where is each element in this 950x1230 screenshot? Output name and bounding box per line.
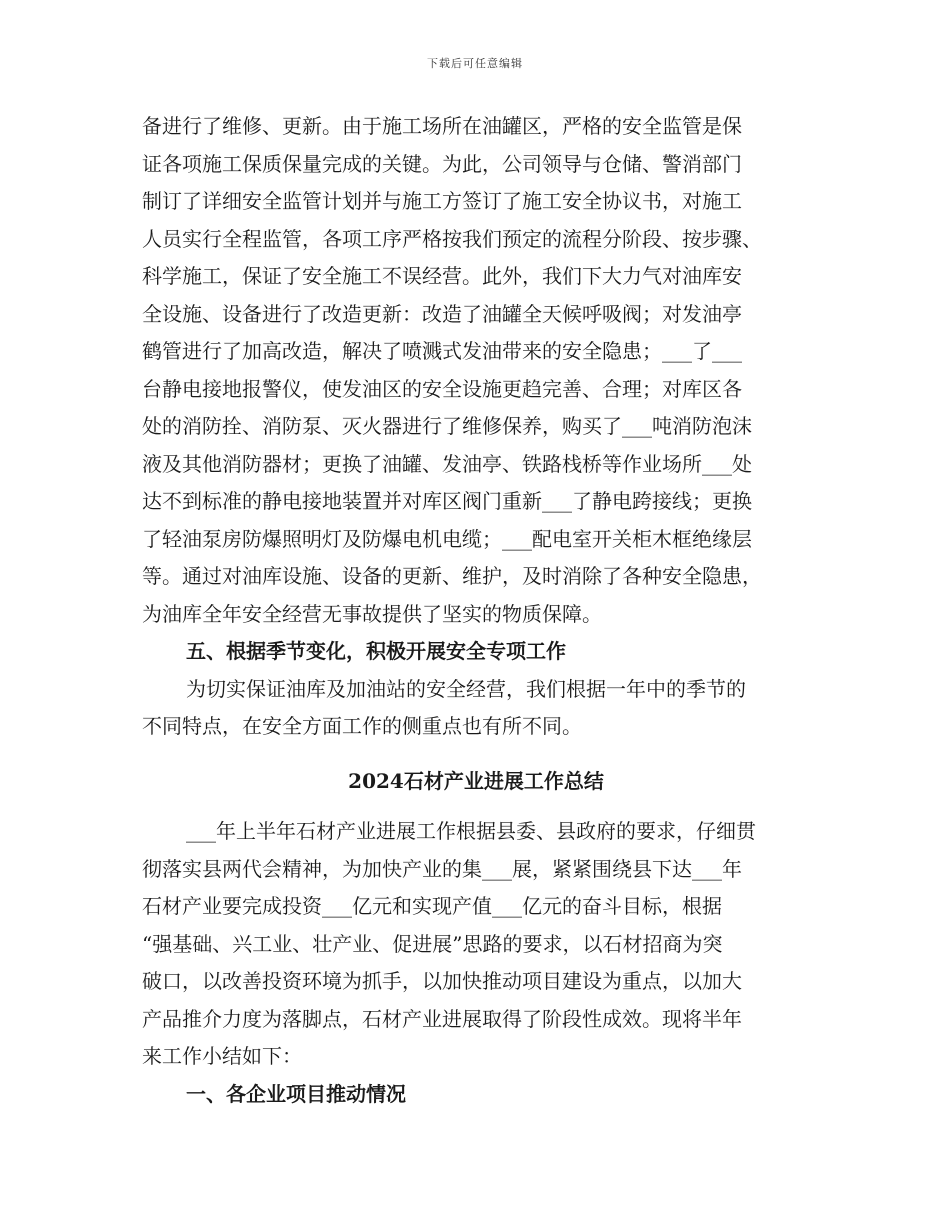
paragraph-stone-industry [142, 813, 810, 1076]
text-line: 处的消防拴、消防泵、灭火器进行了维修保养，购买了___吨消防泡沫 [142, 414, 752, 438]
paragraph-maintenance [142, 108, 810, 633]
section-heading-five: 五、根据季节变化，积极开展安全专项工作 [186, 639, 566, 663]
text-line: 证各项施工保质保量完成的关键。为此，公司领导与仓储、警消部门 [142, 151, 742, 176]
text-line: 不同特点，在安全方面工作的侧重点也有所不同。 [142, 714, 582, 738]
document-title: 2024石材产业进展工作总结 [348, 768, 604, 793]
text-line: 为切实保证油库及加油站的安全经营，我们根据一年中的季节的 [186, 676, 746, 701]
text-line: 备进行了维修、更新。由于施工场所在油罐区，严格的安全监管是保 [142, 114, 742, 138]
text-line: “强基础、兴工业、壮产业、促进展”思路的要求，以石材招商为突 [142, 931, 723, 956]
text-line: 鹤管进行了加高改造，解决了喷溅式发油带来的安全隐患；___了___ [142, 339, 742, 363]
document-body [142, 108, 810, 1113]
text-line: 科学施工，保证了安全施工不误经营。此外，我们下大力气对油库安 [142, 264, 742, 288]
text-line: 达不到标准的静电接地装置并对库区阀门重新___了静电跨接线；更换 [142, 489, 752, 513]
text-line: 等。通过对油库设施、设备的更新、维护，及时消除了各种安全隐患， [142, 564, 762, 588]
section-heading-one: 一、各企业项目推动情况 [186, 1081, 406, 1106]
text-line: 液及其他消防器材；更换了油罐、发油亭、铁路栈桥等作业场所___处 [142, 451, 752, 476]
text-line: 产品推介力度为落脚点，石材产业进展取得了阶段性成效。现将半年 [142, 1006, 742, 1031]
text-line: 为油库全年安全经营无事故提供了坚实的物质保障。 [142, 601, 602, 626]
text-line: 来工作小结如下： [142, 1044, 302, 1068]
text-line: 彻落实县两代会精神，为加快产业的集___展，紧紧围绕县下达___年 [142, 856, 742, 881]
text-line: 人员实行全程监管，各项工序严格按我们预定的流程分阶段、按步骤、 [142, 226, 762, 251]
text-line: 台静电接地报警仪，使发油区的安全设施更趋完善、合理；对库区各 [142, 376, 742, 401]
text-line: 石材产业要完成投资___亿元和实现产值___亿元的奋斗目标，根据 [142, 894, 722, 918]
text-line: 制订了详细安全监管计划并与施工方签订了施工安全协议书，对施工 [142, 189, 742, 213]
text-line: 全设施、设备进行了改造更新：改造了油罐全天候呼吸阀；对发油亭 [142, 301, 742, 326]
text-line: 了轻油泵房防爆照明灯及防爆电机电缆；___配电室开关柜木框绝缘层 [142, 526, 752, 551]
page-header: 下载后可任意编辑 [427, 57, 523, 70]
paragraph-seasonal [142, 671, 810, 746]
text-line: 破口，以改善投资环境为抓手，以加快推动项目建设为重点，以加大 [142, 969, 742, 993]
text-line: ___年上半年石材产业进展工作根据县委、县政府的要求，仔细贯 [186, 819, 756, 843]
